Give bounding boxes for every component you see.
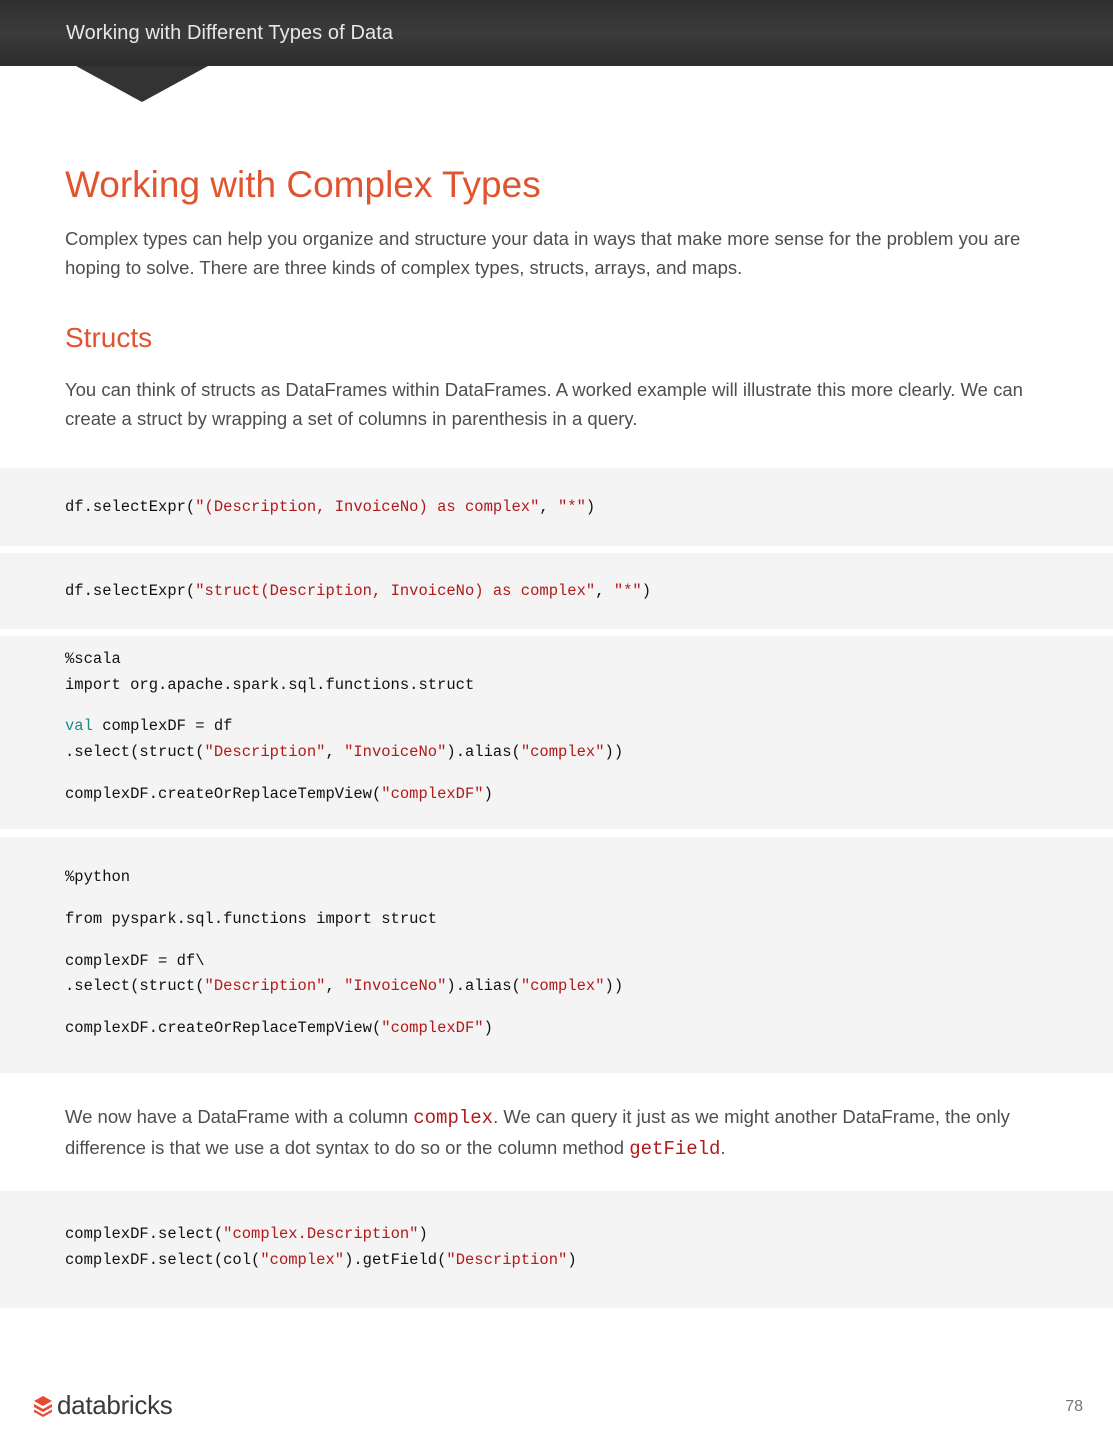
code-block-1 <box>0 468 1113 546</box>
structs-paragraph: You can think of structs as DataFrames within DataFrames. A worked example will illustrate this more clearly. We can create a struct by wrapping a set of columns in parenthesis in a query. <box>65 379 1023 429</box>
code-block-scala <box>0 636 1113 829</box>
section-title: Working with Complex Types <box>65 164 541 205</box>
page-number: 78 <box>1065 1398 1083 1415</box>
header-bar <box>0 0 1113 66</box>
code-line: complexDF.createOrReplaceTempView("complexDF") <box>65 1019 493 1037</box>
inline-code-getfield: getField <box>629 1138 721 1160</box>
code-block-5 <box>0 1191 1113 1308</box>
dataframe-paragraph: We now have a DataFrame with a column complex. We can query it just as we might another DataFrame, the only difference is that we use a dot syntax to do so or the column method getField. <box>65 1106 1010 1160</box>
code-line: val complexDF = df <box>65 717 233 735</box>
code-line: .select(struct("Description", "InvoiceNo").alias("complex")) <box>65 743 624 761</box>
code-block-2 <box>0 553 1113 629</box>
code-line: %scala <box>65 650 121 668</box>
subsection-title: Structs <box>65 322 153 353</box>
code-line: complexDF = df\ <box>65 952 205 970</box>
code-line: complexDF.createOrReplaceTempView("complexDF") <box>65 785 493 803</box>
code-line: import org.apache.spark.sql.functions.struct <box>65 676 475 694</box>
intro-paragraph: Complex types can help you organize and structure your data in ways that make more sense for the problem you are hoping to solve. There are three kinds of complex types, structs, arrays, and maps. <box>65 228 1021 278</box>
code-line: complexDF.select("complex.Description") <box>65 1225 428 1243</box>
code-block-python <box>0 837 1113 1073</box>
code-line: complexDF.select(col("complex").getField("Description") <box>65 1251 577 1269</box>
code-line: df.selectExpr("struct(Description, InvoiceNo) as complex", "*") <box>65 582 652 600</box>
code-line: %python <box>65 868 131 886</box>
header-title: Working with Different Types of Data <box>66 22 394 44</box>
code-line: from pyspark.sql.functions import struct <box>65 910 438 928</box>
header-tab-pointer <box>76 66 208 102</box>
inline-code-complex: complex <box>413 1107 494 1129</box>
databricks-logo <box>33 1390 173 1421</box>
logo-text: databricks <box>57 1390 173 1420</box>
code-line: df.selectExpr("(Description, InvoiceNo) as complex", "*") <box>65 498 596 516</box>
code-line: .select(struct("Description", "InvoiceNo").alias("complex")) <box>65 977 624 995</box>
databricks-logo-icon <box>33 1395 53 1417</box>
